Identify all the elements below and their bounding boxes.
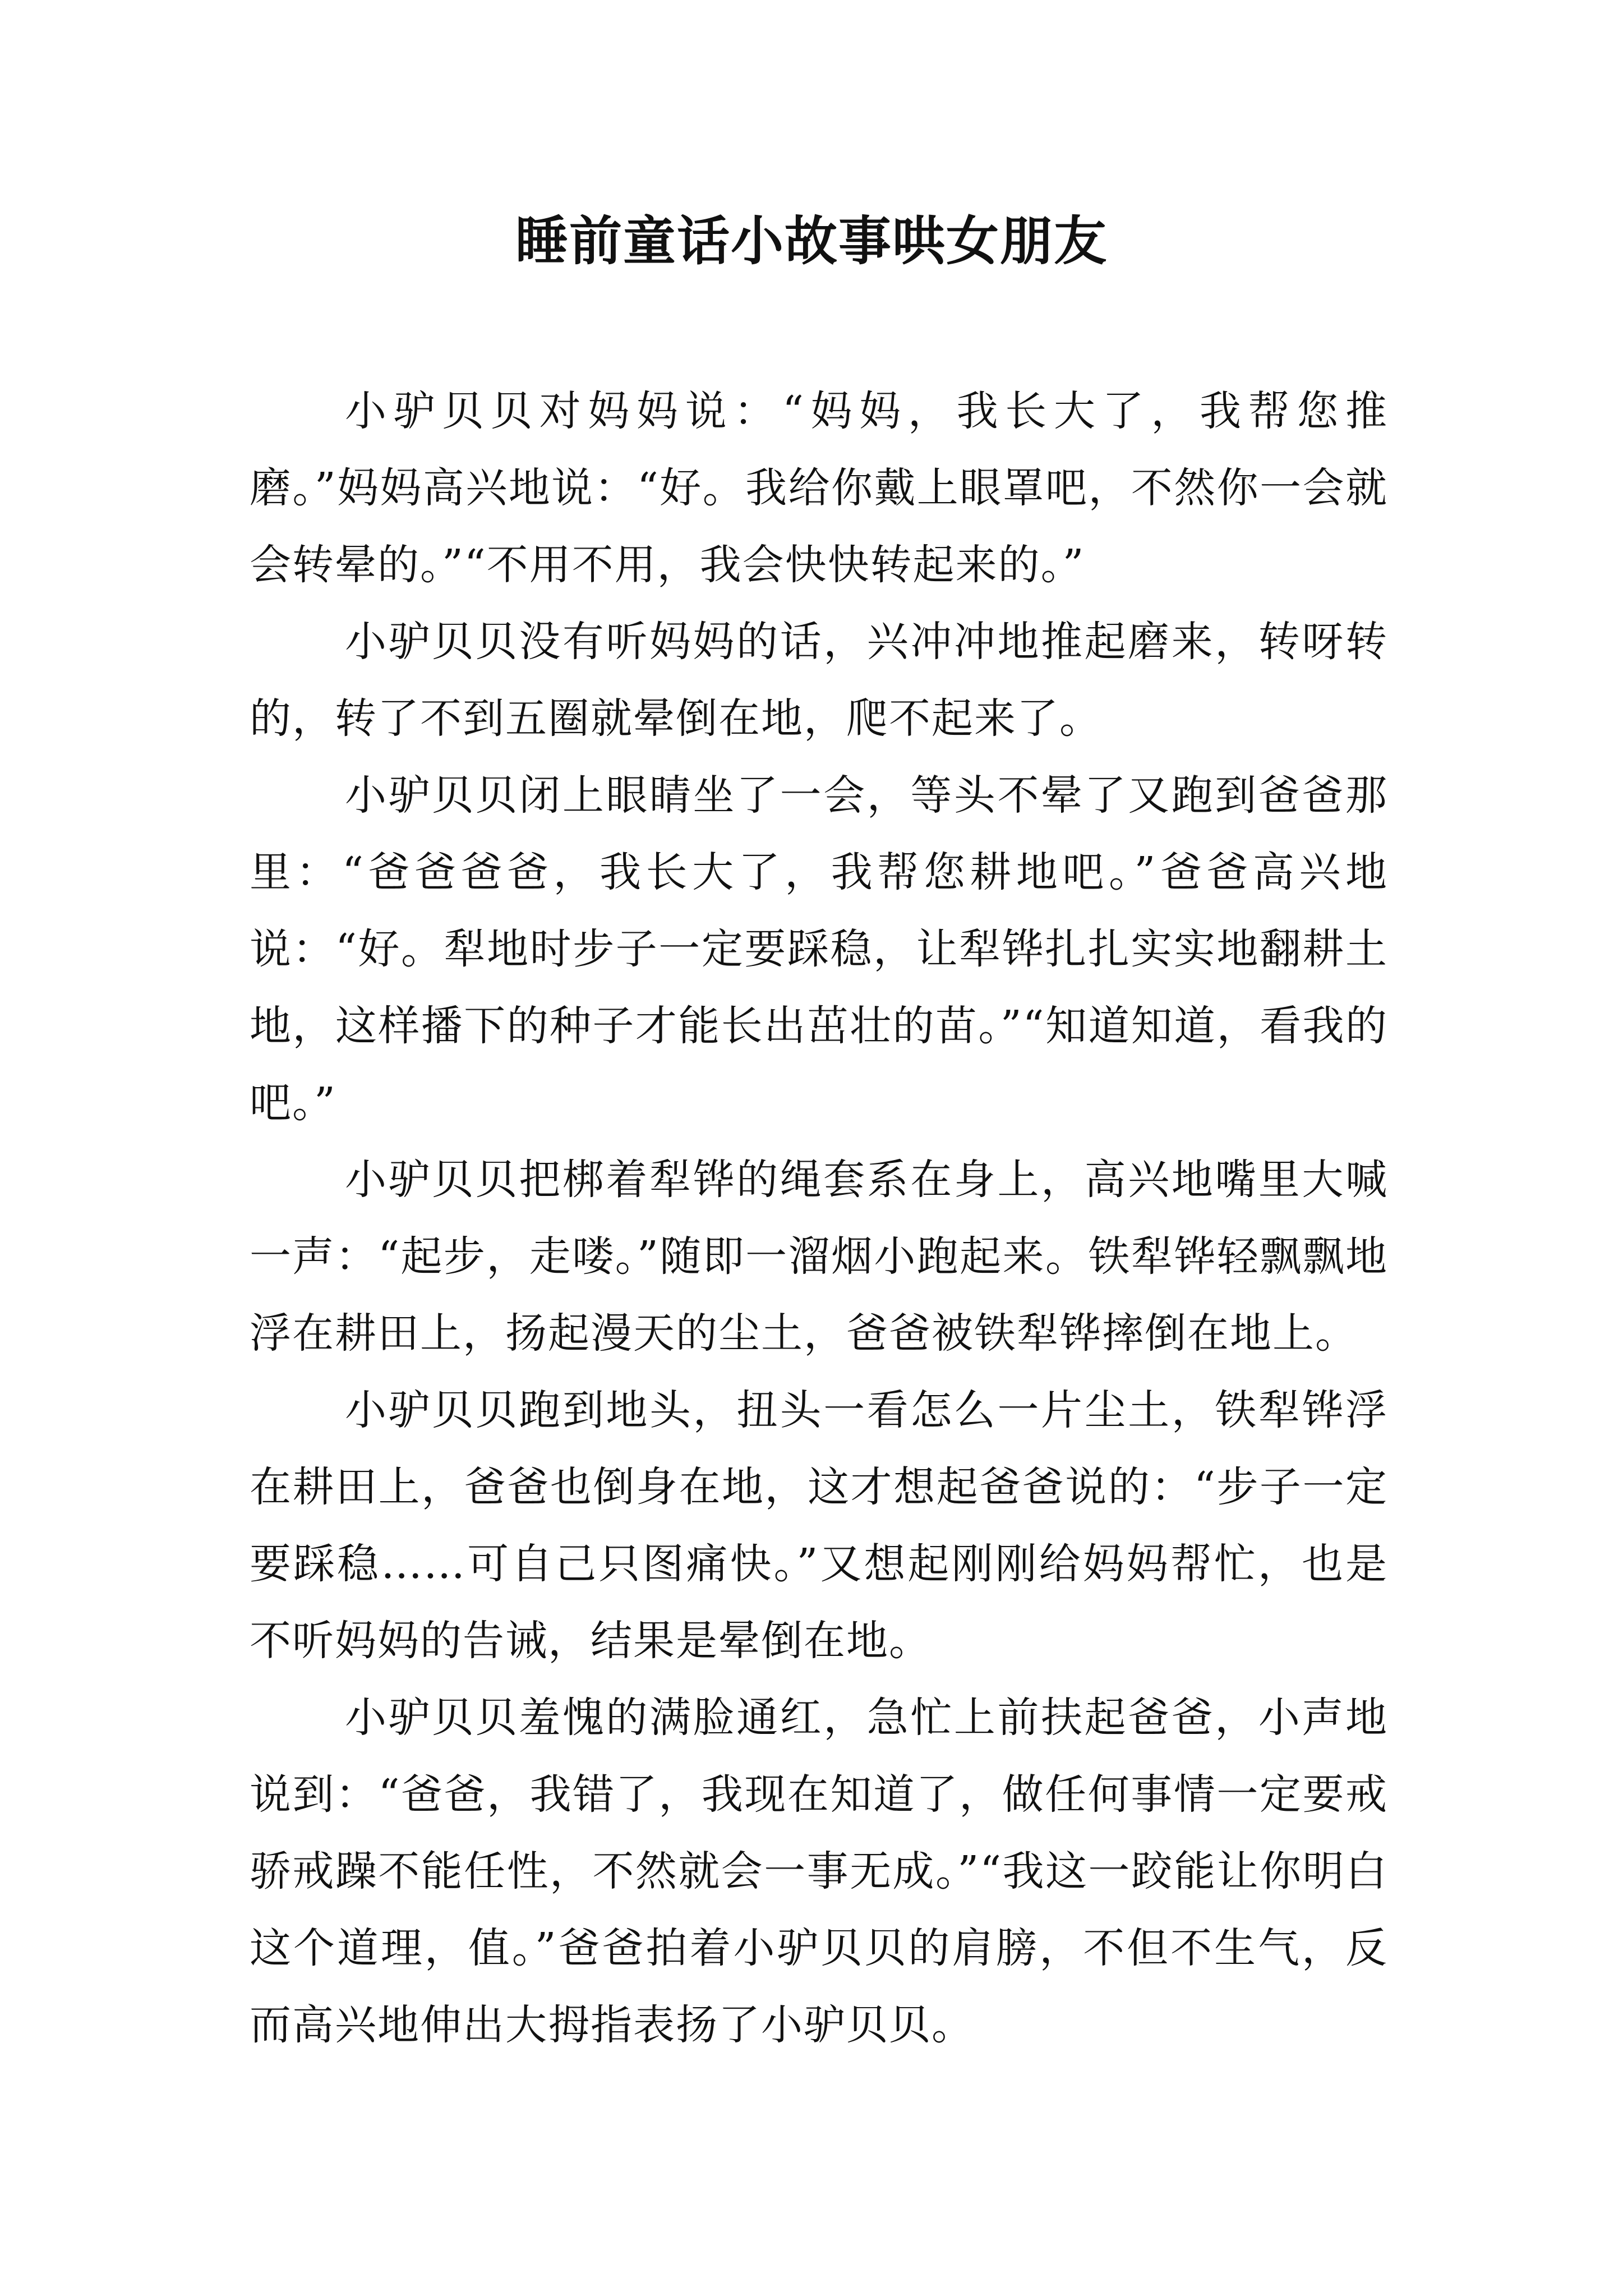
- paragraph: 小驴贝贝把梆着犁铧的绳套系在身上，高兴地嘴里大喊一声：“起步，走喽。”随即一溜烟小跑起来。铁犁铧轻飘飘地浮在耕田上，扬起漫天的尘土，爸爸被铁犁铧摔倒在地上。: [250, 1156, 1388, 1358]
- paragraph: 小驴贝贝闭上眼睛坐了一会，等头不晕了又跑到爸爸那里：“爸爸爸爸，我长大了，我帮您耕地吧。”爸爸高兴地说：“好。犁地时步子一定要踩稳，让犁铧扎扎实实地翻耕土地，这样播下的种子才能长出茁壮的苗。”“知道知道，看我的吧。”: [250, 771, 1388, 1127]
- paragraph: 小驴贝贝跑到地头，扭头一看怎么一片尘土，铁犁铧浮在耕田上，爸爸也倒身在地，这才想起爸爸说的：“步子一定要踩稳……可自己只图痛快。”又想起刚刚给妈妈帮忙，也是不听妈妈的告诫，结果是晕倒在地。: [250, 1386, 1388, 1665]
- document-body: [250, 373, 1388, 2064]
- document-title: 睡前童话小故事哄女朋友: [515, 210, 1108, 272]
- paragraph: 小驴贝贝羞愧的满脸通红，急忙上前扶起爸爸，小声地说到：“爸爸，我错了，我现在知道了，做任何事情一定要戒骄戒躁不能任性，不然就会一事无成。”“我这一跤能让你明白这个道理，值。”爸爸拍着小驴贝贝的肩膀，不但不生气，反而高兴地伸出大拇指表扬了小驴贝贝。: [250, 1694, 1388, 2049]
- paragraph: 小驴贝贝没有听妈妈的话，兴冲冲地推起磨来，转呀转的，转了不到五圈就晕倒在地，爬不起来了。: [250, 618, 1388, 743]
- paragraph: 小驴贝贝对妈妈说：“妈妈，我长大了，我帮您推磨。”妈妈高兴地说：“好。我给你戴上眼罩吧，不然你一会就会转晕的。”“不用不用，我会快快转起来的。”: [250, 387, 1388, 589]
